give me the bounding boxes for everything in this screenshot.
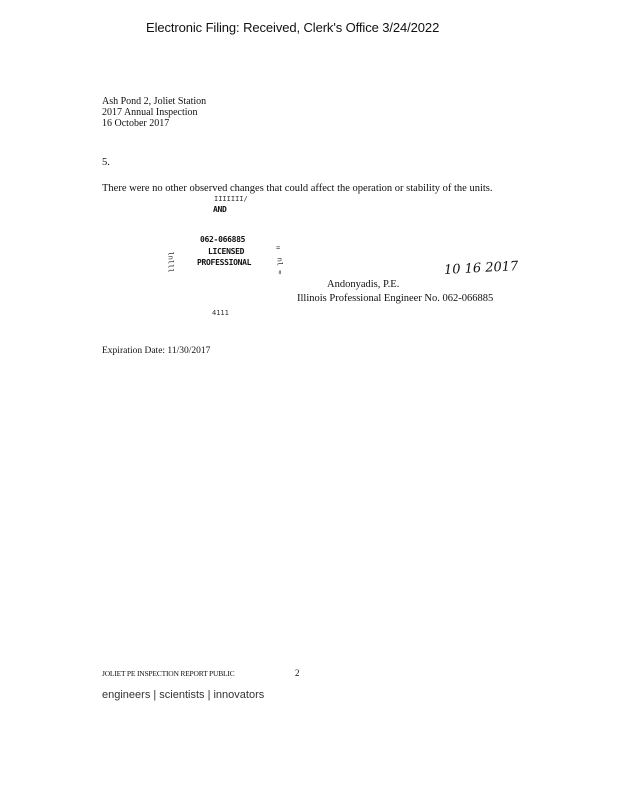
statement-text: There were no other observed changes that could affect the operation or stability of the units. — [102, 183, 493, 194]
page-number: 2 — [295, 668, 300, 678]
footer-report-title: JOLIET PE INSPECTION REPORT PUBLIC — [102, 669, 235, 678]
address-line-2: 2017 Annual Inspection — [102, 107, 198, 118]
address-line-1: Ash Pond 2, Joliet Station — [102, 96, 207, 107]
seal-license-number: 062-066885 — [200, 235, 246, 244]
seal-mid-fragment: = — [276, 244, 281, 252]
seal-name-fragment: AND — [213, 205, 227, 214]
filing-stamp: Electronic Filing: Received, Clerk's Office 3/24/2022 — [146, 20, 440, 35]
seal-left-fragment: lnlll — [166, 251, 175, 273]
signer-name: Andonyadis, P.E. — [327, 279, 400, 290]
seal-top-fragment: IIIIIII/ — [214, 195, 248, 203]
seal-licensed: LICENSED — [208, 247, 245, 256]
signer-title: Illinois Professional Engineer No. 062-066885 — [297, 293, 494, 304]
section-number: 5. — [102, 157, 110, 168]
signature-date: 10 16 2017 — [443, 259, 519, 278]
footer-tagline: engineers | scientists | innovators — [102, 689, 265, 701]
address-line-3: 16 October 2017 — [102, 118, 170, 129]
seal-bottom-fragment: 4111 — [212, 309, 229, 317]
expiration-date: Expiration Date: 11/30/2017 — [102, 346, 211, 356]
seal-right-fragment: nl = — [275, 257, 284, 275]
seal-professional: PROFESSIONAL — [197, 258, 252, 267]
